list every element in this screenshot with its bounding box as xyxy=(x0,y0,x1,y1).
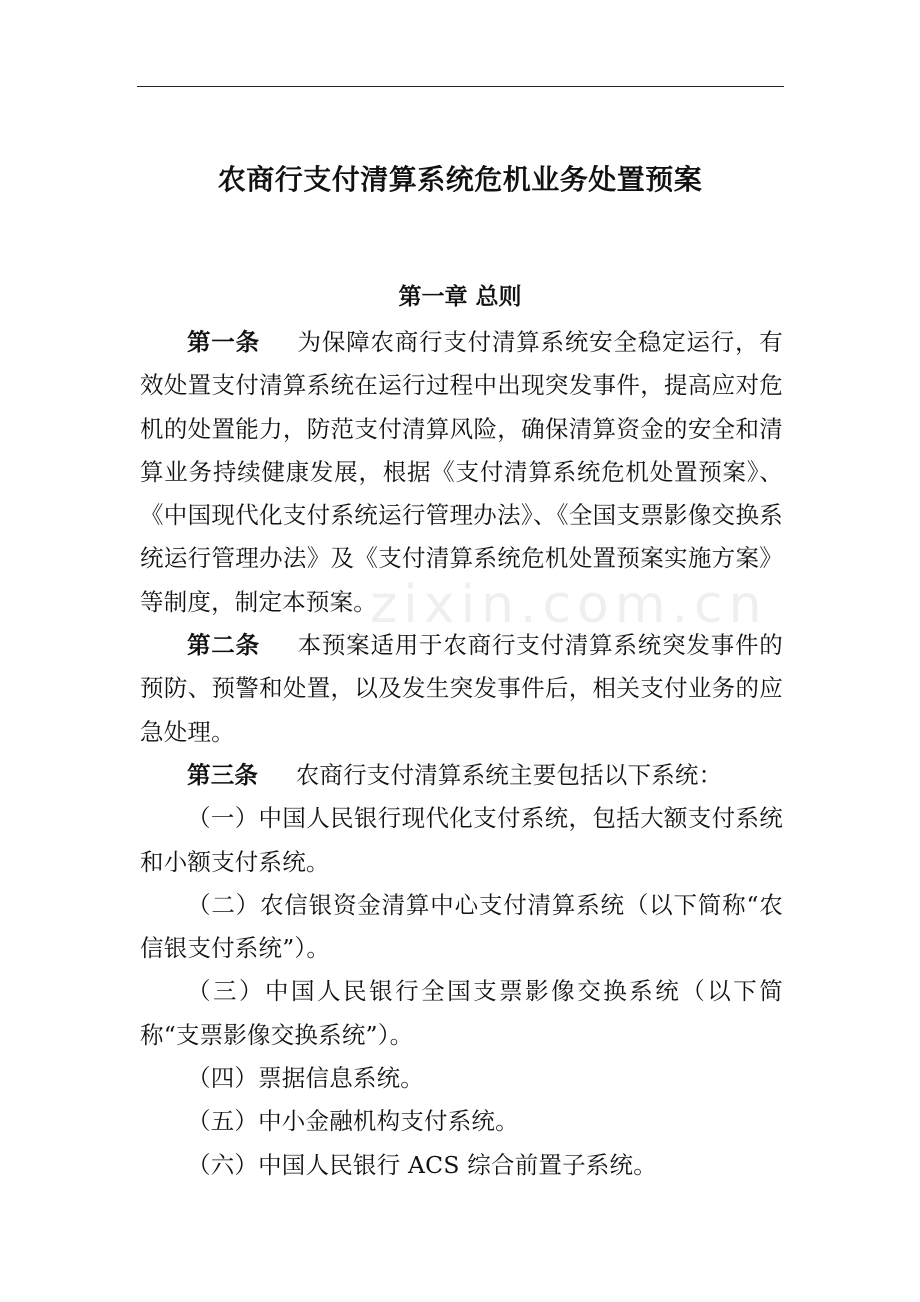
article-heading: 第三条 xyxy=(187,760,259,789)
article-heading: 第一条 xyxy=(187,328,260,356)
list-item: （二）农信银资金清算中心支付清算系统（以下简称“农信银支付系统”）。 xyxy=(140,890,783,963)
article-3 xyxy=(140,754,783,797)
chapter-title: 第一章 总则 xyxy=(398,284,522,310)
list-item: （六）中国人民银行 ACS 综合前置子系统。 xyxy=(187,1150,657,1179)
list-item: （三）中国人民银行全国支票影像交换系统（以下简称“支票影像交换系统”）。 xyxy=(140,977,783,1049)
article-text: 本预案适用于农商行支付清算系统突发事件的预防、预警和处置，以及发生突发事件后，相关支付业务的应急处理。 xyxy=(140,631,783,746)
list-item: （四）票据信息系统。 xyxy=(187,1064,424,1093)
watermark: zixin.com.cn xyxy=(370,575,768,635)
article-text: 农商行支付清算系统主要包括以下系统： xyxy=(295,760,723,789)
article-2 xyxy=(140,624,783,754)
list-item: （一）中国人民银行现代化支付系统，包括大额支付系统和小额支付系统。 xyxy=(140,804,783,876)
document-title: 农商行支付清算系统危机业务处置预案 xyxy=(217,163,703,196)
list-item: （五）中小金融机构支付系统。 xyxy=(187,1107,519,1136)
header-rule xyxy=(137,86,784,87)
article-1 xyxy=(140,321,783,624)
article-text: 为保障农商行支付清算系统安全稳定运行，有效处置支付清算系统在运行过程中出现突发事件，提高应对危机的处置能力，防范支付清算风险，确保清算资金的安全和清算业务持续健康发展，根据《支付清算系统危机处置预案》、《中国现代化支付系统运行管理办法》、《全国支票影像交换系统运行管理办法》及《支付清算系统危机处置预案实施方案》等制度，制定本预案。 xyxy=(140,328,783,616)
document-body xyxy=(140,321,783,1187)
article-heading: 第二条 xyxy=(187,631,260,660)
